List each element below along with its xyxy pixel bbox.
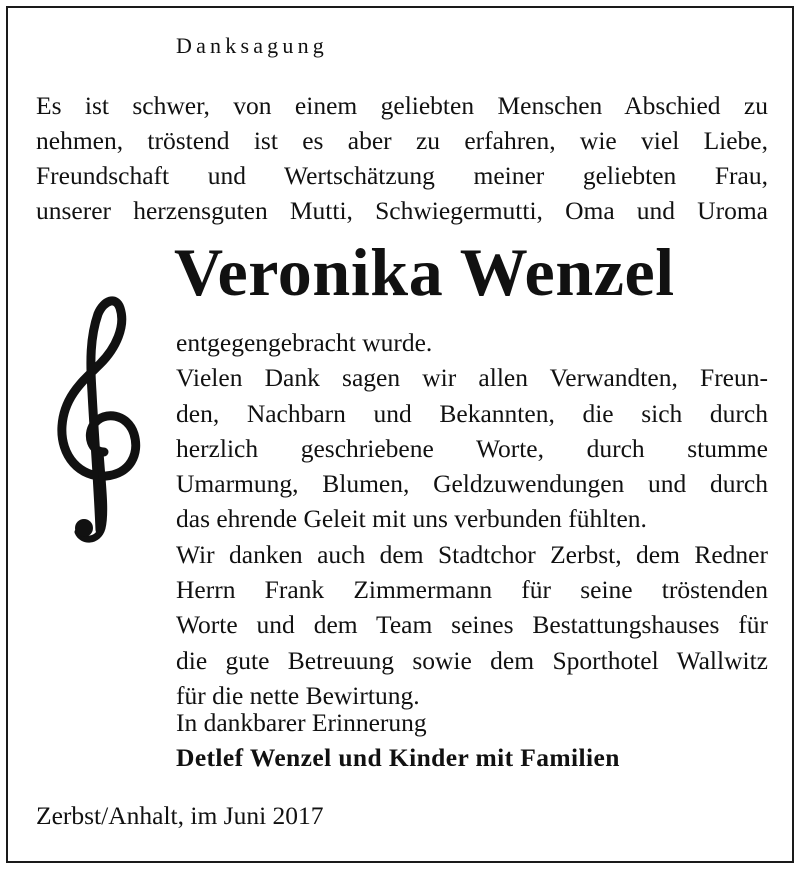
deceased-name: Veronika Wenzel xyxy=(174,234,675,310)
body-line: Vielen Dank sagen wir allen Verwandten, Freun- xyxy=(176,363,768,393)
closing-line: In dankbarer Erinnerung xyxy=(176,708,427,737)
body-line: Worte und dem Team seines Bestattungshauses für xyxy=(176,610,768,640)
treble-clef-icon xyxy=(54,292,144,544)
intro-line: Freundschaft und Wertschätzung meiner geliebten Frau, xyxy=(36,161,768,190)
body-line: Wir danken auch dem Stadtchor Zerbst, dem Redner xyxy=(176,539,768,569)
body-paragraph xyxy=(176,325,768,713)
intro-line: Es ist schwer, von einem geliebten Menschen Abschied zu xyxy=(36,91,768,120)
place-date: Zerbst/Anhalt, im Juni 2017 xyxy=(36,801,324,830)
notice-heading: Danksagung xyxy=(176,33,328,58)
signature: Detlef Wenzel und Kinder mit Familien xyxy=(176,743,620,772)
intro-line: nehmen, tröstend ist es aber zu erfahren, wie viel Liebe, xyxy=(36,126,768,155)
body-line: die gute Betreuung sowie dem Sporthotel Wallwitz xyxy=(176,645,768,675)
body-line: für die nette Bewirtung. xyxy=(176,680,420,710)
body-line: den, Nachbarn und Bekannten, die sich durch xyxy=(176,398,768,428)
body-line: Herrn Frank Zimmermann für seine tröstenden xyxy=(176,575,768,605)
body-line: Umarmung, Blumen, Geldzuwendungen und durch xyxy=(176,469,768,499)
intro-line: unserer herzensguten Mutti, Schwiegermutti, Oma und Uroma xyxy=(36,196,768,225)
body-line: entgegengebracht wurde. xyxy=(176,328,433,357)
intro-paragraph xyxy=(36,88,768,228)
body-line: das ehrende Geleit mit uns verbunden fühlten. xyxy=(176,504,647,534)
body-line: herzlich geschriebene Worte, durch stumme xyxy=(176,433,768,463)
